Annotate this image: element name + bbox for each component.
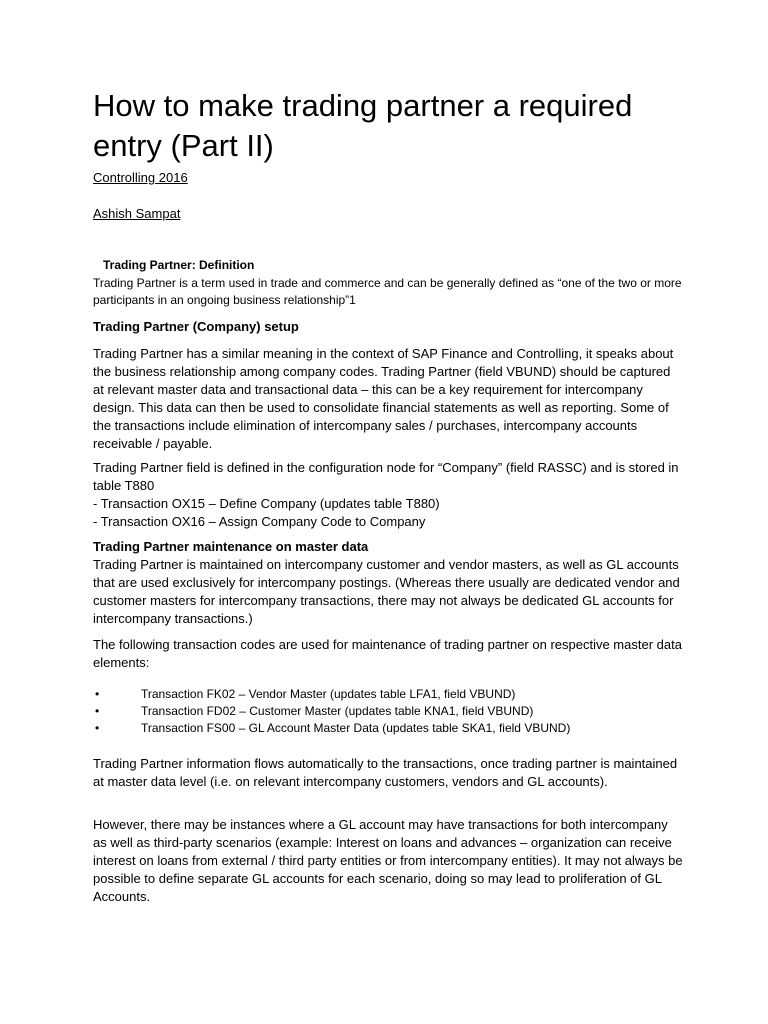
bullet-icon: •	[95, 721, 100, 735]
category-link[interactable]: Controlling 2016	[93, 170, 188, 185]
list-item-text: Transaction FK02 – Vendor Master (updates table LFA1, field VBUND)	[141, 687, 516, 701]
section1-paragraph-2-line-1: Trading Partner field is defined in the configuration node for “Company” (field RASSC) and is stored in table T880	[93, 460, 679, 493]
section2-paragraph-2: The following transaction codes are used for maintenance of trading partner on respective master data elements:	[93, 637, 682, 670]
section1-paragraph-2-line-2: - Transaction OX15 – Define Company (updates table T880)	[93, 496, 440, 511]
list-item-text: Transaction FD02 – Customer Master (updates table KNA1, field VBUND)	[141, 704, 534, 718]
page-title: How to make trading partner a required entry (Part II)	[93, 88, 633, 163]
section1-paragraph-1: Trading Partner has a similar meaning in the context of SAP Finance and Controlling, it speaks about the business relationship among company codes. Trading Partner (field VBUND) should be captured at relevant master data and transactional data – this can be a key requirement for intercompany design. This data can then be used to consolidate financial statements as well as reporting. Some of the transactions include elimination of intercompany sales / purchases, intercompany accounts receivable / payable.	[93, 346, 674, 451]
section2-heading: Trading Partner maintenance on master data	[93, 539, 369, 554]
section1-heading: Trading Partner (Company) setup	[93, 319, 299, 334]
section2-paragraph-1: Trading Partner is maintained on intercompany customer and vendor masters, as well as GL accounts that are used exclusively for intercompany postings. (Whereas there usually are dedicated vendor and customer masters for intercompany transactions, there may not always be dedicated GL accounts for intercompany transactions.)	[93, 557, 680, 626]
list-item	[93, 686, 683, 703]
list-item	[93, 720, 683, 737]
definition-heading: Trading Partner: Definition	[103, 258, 255, 272]
bullet-icon: •	[95, 687, 100, 701]
section1-paragraph-2-line-3: - Transaction OX16 – Assign Company Code to Company	[93, 514, 426, 529]
list-item-text: Transaction FS00 – GL Account Master Data (updates table SKA1, field VBUND)	[141, 721, 571, 735]
list-item	[93, 703, 683, 720]
definition-text: Trading Partner is a term used in trade and commerce and can be generally defined as “one of the two or more participants in an ongoing business relationship”1	[93, 276, 682, 307]
bullet-icon: •	[95, 704, 100, 718]
author-link[interactable]: Ashish Sampat	[93, 206, 181, 221]
transaction-bullet-list	[93, 686, 683, 737]
section2-paragraph-3: Trading Partner information flows automatically to the transactions, once trading partner is maintained at master data level (i.e. on relevant intercompany customers, vendors and GL accounts).	[93, 756, 678, 789]
section2-paragraph-4: However, there may be instances where a GL account may have transactions for both intercompany as well as third-party scenarios (example: Interest on loans and advances – organization can receive interest on loans from external / third party entities or from intercompany entities). It may not always be possible to define separate GL accounts for each scenario, doing so may lead to proliferation of GL Accounts.	[93, 817, 683, 904]
section1-paragraph-2	[93, 459, 683, 531]
